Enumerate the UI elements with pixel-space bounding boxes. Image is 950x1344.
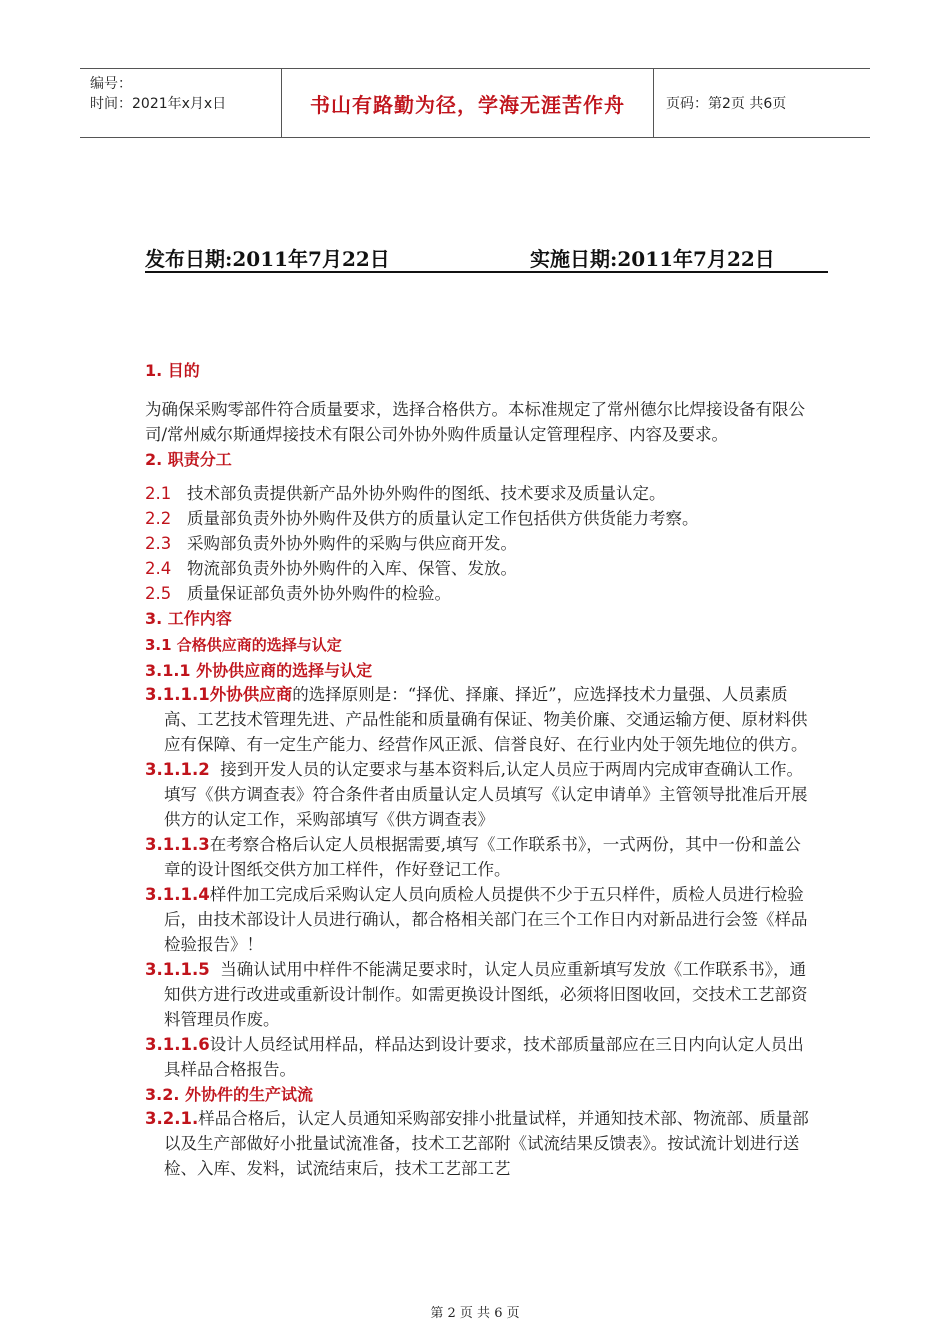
list-item [145,581,810,606]
item-number: 2.1 [145,484,172,503]
item-text: 质量部负责外协外购件及供方的质量认定工作包括供方供货能力考察。 [187,509,699,528]
clause-number: 3.1.1.6 [145,1035,210,1054]
list-item [145,506,810,531]
section-1-title: 1. 目的 [145,361,200,380]
publish-date: 发布日期:2011年7月22日 [145,247,390,271]
header-right-cell [666,69,870,137]
item-number: 2.3 [145,534,172,553]
section-3-title: 3. 工作内容 [145,609,232,628]
section-3-2-title: 3.2. 外协件的生产试流 [145,1085,313,1104]
item-text: 质量保证部负责外协外购件的检验。 [187,584,451,603]
list-item [145,556,810,581]
clause-lead: 外协供应商 [209,685,293,704]
item-number: 2.4 [145,559,172,578]
code-label: 编号： [90,76,132,92]
motto-text: 书山有路勤为径，学海无涯苦作舟 [310,92,625,117]
clause-text: 在考察合格后认定人员根据需要,填写《工作联系书》，一式两份，其中一份和盖公章的设计图纸交供方加工样件，作好登记工作。 [164,835,801,879]
clause-3-1-1-3 [145,832,810,882]
clause-text: 当确认试用中样件不能满足要求时，认定人员应重新填写发放《工作联系书》，通知供方进行改进或重新设计制作。如需更换设计图纸，必须将旧图收回，交技术工艺部资料管理员作废。 [164,960,808,1029]
dates-line [145,243,828,273]
header-left-cell [80,69,280,137]
section-3-1-title: 3.1 合格供应商的选择与认定 [145,636,342,654]
clause-text: 设计人员经试用样品，样品达到设计要求，技术部质量部应在三日内向认定人员出具样品合格报告。 [164,1035,804,1079]
time-label: 时间：2021年x月x日 [90,96,227,112]
item-number: 2.2 [145,509,172,528]
section-3-1-1-title: 3.1.1 外协供应商的选择与认定 [145,661,373,680]
clause-number: 3.1.1.2 [145,760,210,779]
clause-3-1-1-4 [145,882,810,957]
clause-text: 样品合格后，认定人员通知采购部安排小批量试样，并通知技术部、物流部、质量部以及生产部做好小批量试流准备，技术工艺部附《试流结果反馈表》。按试流计划进行送检、入库、发料，试流结束后，技术工艺部工艺 [164,1109,809,1178]
list-item [145,531,810,556]
clause-number: 3.1.1.4 [145,885,210,904]
item-text: 物流部负责外协外购件的入库、保管、发放。 [187,559,517,578]
document-body [145,358,810,1181]
section-1-body: 为确保采购零部件符合质量要求，选择合格供方。本标准规定了常州德尔比焊接设备有限公司/常州威尔斯通焊接技术有限公司外协外购件质量认定管理程序、内容及要求。 [145,400,805,444]
list-item [145,481,810,506]
section-2-list [145,481,810,606]
item-text: 技术部负责提供新产品外协外购件的图纸、技术要求及质量认定。 [187,484,666,503]
clause-text: 的选择原则是：“择优、择廉、择近”，应选择技术力量强、人员素质高、工艺技术管理先进、产品性能和质量确有保证、物美价廉、交通运输方便、原材料供应有保障、有一定生产能力、经营作风正派、信誉良好、在行业内处于领先地位的供方。 [164,685,808,754]
document-header [80,68,870,138]
item-text: 采购部负责外协外购件的采购与供应商开发。 [187,534,517,553]
section-2-title: 2. 职责分工 [145,450,232,469]
header-motto-cell [281,69,654,137]
clause-number: 3.1.1.3 [145,835,210,854]
clause-number: 3.1.1.1 [145,685,210,704]
clause-3-1-1-6 [145,1032,810,1082]
item-number: 2.5 [145,584,172,603]
page-footer: 第 2 页 共 6 页 [430,1306,520,1321]
clause-3-1-1-2 [145,757,810,832]
clause-3-1-1-5 [145,957,810,1032]
clause-text: 接到开发人员的认定要求与基本资料后,认定人员应于两周内完成审查确认工作。填写《供方调查表》符合条件者由质量认定人员填写《认定申请单》主管领导批准后开展供方的认定工作，采购部填写《供方调查表》 [164,760,808,829]
page-info: 页码：第2页 共6页 [666,96,787,112]
clause-3-2-1 [145,1106,810,1181]
clause-text: 样件加工完成后采购认定人员向质检人员提供不少于五只样件，质检人员进行检验后，由技术部设计人员进行确认，都合格相关部门在三个工作日内对新品进行会签《样品检验报告》！ [164,885,808,954]
implement-date: 实施日期:2011年7月22日 [530,247,775,271]
clause-3-1-1-1 [145,682,810,757]
clause-number: 3.1.1.5 [145,960,210,979]
clause-number: 3.2.1. [145,1109,199,1128]
